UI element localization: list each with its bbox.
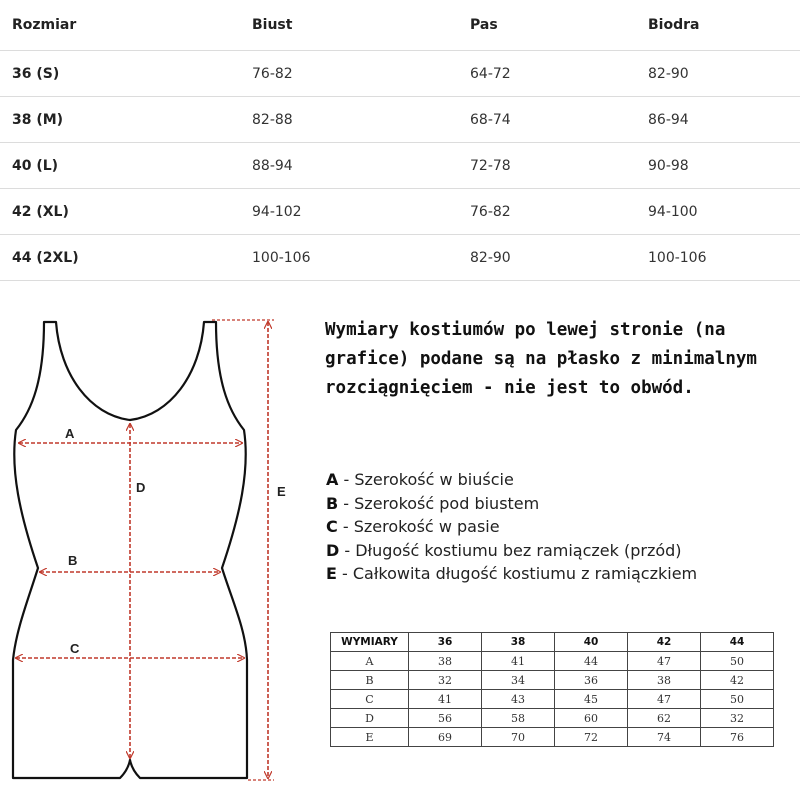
row-label: D [331,709,409,728]
label-a: A [65,426,75,441]
legend-text: - Szerokość w pasie [337,517,500,536]
table-row [0,97,800,143]
label-e: E [277,484,286,499]
header-cell: WYMIARY [331,633,409,652]
note-line: rozciągnięciem - nie jest to obwód. [325,378,694,398]
header-bust: Biust [252,17,293,33]
measurements-header-row [331,633,774,652]
header-cell: 40 [555,633,628,652]
size-cell: 38 (M) [12,111,64,128]
value-cell: 69 [409,728,482,747]
value-cell: 41 [482,652,555,671]
header-cell: 42 [628,633,701,652]
header-cell: 36 [409,633,482,652]
value-cell: 72 [555,728,628,747]
bust-cell: 94-102 [252,203,302,220]
table-row [0,235,800,281]
value-cell: 58 [482,709,555,728]
legend-text: - Szerokość pod biustem [338,493,540,513]
legend-key: D [326,540,340,560]
row-label: A [331,652,409,671]
value-cell: 38 [409,652,482,671]
note-line: grafice) podane są na płasko z minimalnym [325,349,757,369]
legend-key: E [326,564,337,583]
legend-item-e [326,562,796,586]
value-cell: 32 [701,709,774,728]
legend-item-a [326,468,796,492]
label-b: B [68,553,78,568]
value-cell: 43 [482,690,555,709]
hips-cell: 90-98 [648,157,689,174]
value-cell: 70 [482,728,555,747]
legend-key: C [326,517,338,536]
size-table [0,0,800,281]
value-cell: 50 [701,652,774,671]
legend-item-c [326,515,796,539]
table-row [331,690,774,709]
bust-cell: 88-94 [252,157,293,174]
hips-cell: 94-100 [648,203,698,220]
value-cell: 41 [409,690,482,709]
bust-cell: 82-88 [252,111,293,128]
value-cell: 50 [701,690,774,709]
value-cell: 45 [555,690,628,709]
flat-measurement-note [325,316,795,403]
waist-cell: 82-90 [470,249,511,266]
row-label: B [331,671,409,690]
legend-text: - Długość kostiumu bez ramiączek (przód) [339,540,682,560]
measurements-table [330,632,774,747]
value-cell: 56 [409,709,482,728]
size-cell: 42 (XL) [12,203,69,220]
value-cell: 74 [628,728,701,747]
waist-cell: 72-78 [470,157,511,174]
swimsuit-diagram [0,300,300,800]
legend-text: - Szerokość w biuście [338,470,514,489]
size-cell: 44 (2XL) [12,249,79,266]
header-hips: Biodra [648,17,700,33]
waist-cell: 64-72 [470,65,511,82]
label-d: D [136,480,146,495]
row-label: E [331,728,409,747]
value-cell: 47 [628,652,701,671]
bust-cell: 76-82 [252,65,293,82]
table-row [0,51,800,97]
table-row [0,189,800,235]
waist-cell: 68-74 [470,111,511,128]
value-cell: 47 [628,690,701,709]
legend-key: B [326,493,339,513]
value-cell: 32 [409,671,482,690]
legend-item-d [326,539,796,563]
label-c: C [70,641,80,656]
hips-cell: 100-106 [648,249,707,266]
table-row [331,709,774,728]
legend-text: - Całkowita długość kostiumu z ramiączkiem [336,564,698,583]
measurement-legend [326,468,796,586]
value-cell: 34 [482,671,555,690]
hips-cell: 82-90 [648,65,689,82]
value-cell: 62 [628,709,701,728]
value-cell: 38 [628,671,701,690]
legend-key: A [326,470,339,489]
table-row [331,671,774,690]
table-row [0,143,800,189]
value-cell: 42 [701,671,774,690]
value-cell: 76 [701,728,774,747]
header-cell: 38 [482,633,555,652]
value-cell: 36 [555,671,628,690]
header-size: Rozmiar [12,17,77,33]
size-cell: 36 (S) [12,65,60,82]
row-label: C [331,690,409,709]
size-cell: 40 (L) [12,157,59,174]
value-cell: 60 [555,709,628,728]
value-cell: 44 [555,652,628,671]
legend-item-b [326,492,796,516]
table-row [331,728,774,747]
bust-cell: 100-106 [252,249,311,266]
header-cell: 44 [701,633,774,652]
table-row [331,652,774,671]
note-line: Wymiary kostiumów po lewej stronie (na [325,320,726,340]
header-waist: Pas [470,17,498,33]
size-table-header [0,0,800,51]
hips-cell: 86-94 [648,111,689,128]
waist-cell: 76-82 [470,203,511,220]
